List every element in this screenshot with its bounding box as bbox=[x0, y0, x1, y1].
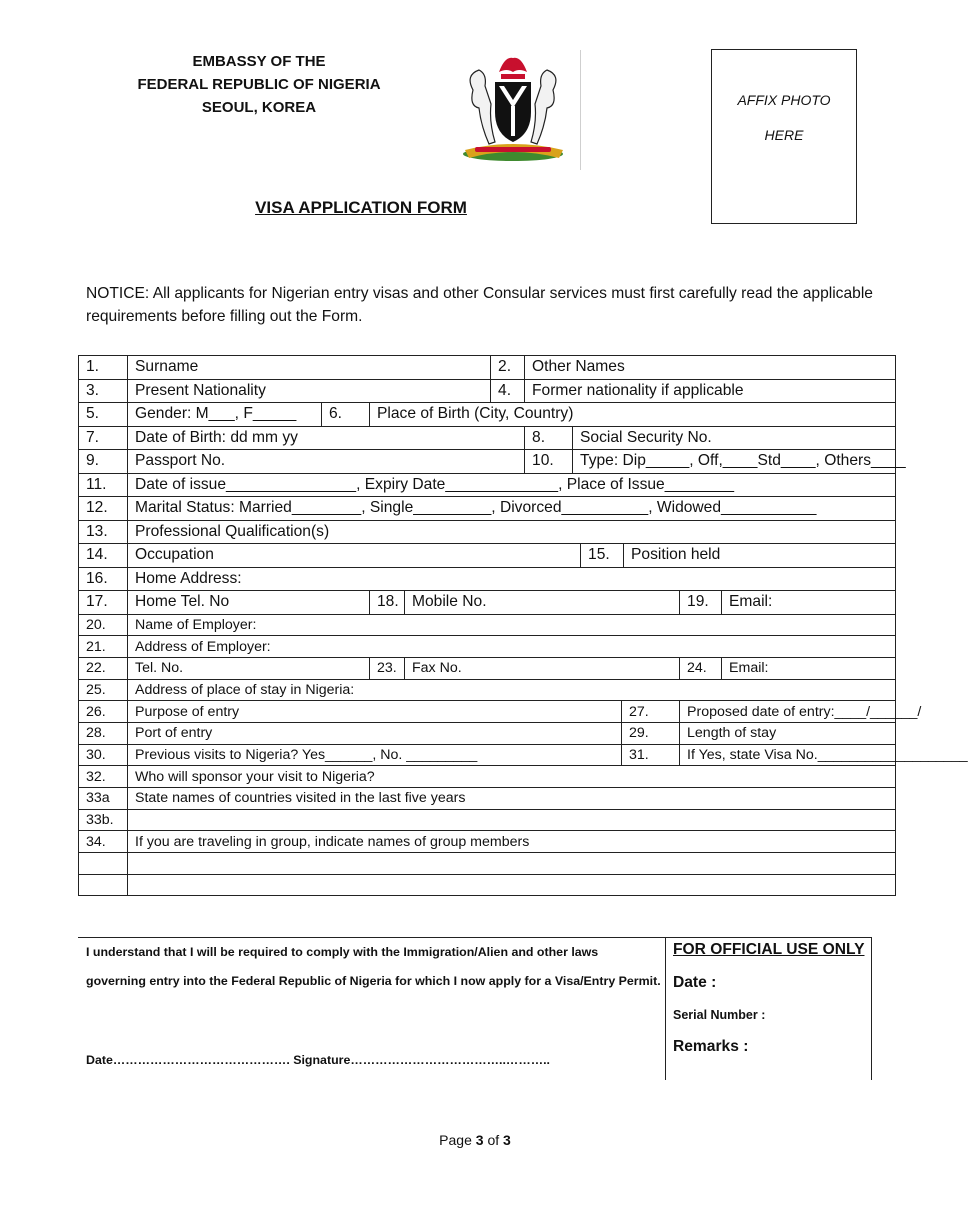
field-number: 20. bbox=[79, 614, 128, 636]
field-number: 26. bbox=[79, 701, 128, 723]
table-row bbox=[79, 567, 896, 591]
field-proposed-entry-date[interactable]: Proposed date of entry:____/______/ bbox=[680, 701, 896, 723]
field-group-members[interactable]: If you are traveling in group, indicate names of group members bbox=[128, 831, 896, 853]
field-home-tel[interactable]: Home Tel. No bbox=[128, 591, 370, 615]
field-number: 27. bbox=[622, 701, 680, 723]
table-row bbox=[79, 591, 896, 615]
field-length-of-stay[interactable]: Length of stay bbox=[680, 722, 896, 744]
field-number: 30. bbox=[79, 744, 128, 766]
field-employer-email[interactable]: Email: bbox=[722, 657, 896, 679]
field-issue-details[interactable]: Date of issue_______________, Expiry Date_____________, Place of Issue________ bbox=[128, 473, 896, 497]
field-number: 28. bbox=[79, 722, 128, 744]
footer-page-number: 3 bbox=[475, 1132, 484, 1148]
field-number: 23. bbox=[370, 657, 405, 679]
table-row bbox=[79, 874, 896, 896]
embassy-line-3: SEOUL, KOREA bbox=[201, 99, 317, 116]
date-signature-line[interactable]: Date……………………………………. Signature………………………………..……….. bbox=[86, 1053, 550, 1067]
table-row bbox=[79, 853, 896, 875]
field-number: 17. bbox=[79, 591, 128, 615]
table-row bbox=[79, 831, 896, 853]
field-number: 1. bbox=[79, 356, 128, 380]
table-row bbox=[79, 766, 896, 788]
field-number: 3. bbox=[79, 379, 128, 403]
table-row bbox=[79, 788, 896, 810]
field-number: 5. bbox=[79, 403, 128, 427]
field-employer-fax[interactable]: Fax No. bbox=[405, 657, 680, 679]
field-stay-address[interactable]: Address of place of stay in Nigeria: bbox=[128, 679, 896, 701]
field-email[interactable]: Email: bbox=[722, 591, 896, 615]
photo-box[interactable] bbox=[711, 49, 857, 224]
declaration-box bbox=[78, 937, 666, 1080]
field-number: 12. bbox=[79, 497, 128, 521]
photo-box-line-1: AFFIX PHOTO bbox=[737, 92, 831, 108]
field-number: 11. bbox=[79, 473, 128, 497]
table-row bbox=[79, 403, 896, 427]
field-group-members-line[interactable] bbox=[128, 853, 896, 875]
field-passport-no[interactable]: Passport No. bbox=[128, 450, 525, 474]
field-number: 19. bbox=[680, 591, 722, 615]
field-countries-visited[interactable]: State names of countries visited in the last five years bbox=[128, 788, 896, 810]
field-number: 33a bbox=[79, 788, 128, 810]
field-place-of-birth[interactable]: Place of Birth (City, Country) bbox=[370, 403, 896, 427]
table-row bbox=[79, 809, 896, 831]
field-number: 10. bbox=[525, 450, 573, 474]
footer-middle: of bbox=[483, 1132, 504, 1148]
official-serial-label: Serial Number : bbox=[673, 1008, 766, 1022]
field-number: 14. bbox=[79, 544, 128, 568]
table-row bbox=[79, 744, 896, 766]
field-number: 15. bbox=[581, 544, 624, 568]
official-date-label: Date : bbox=[673, 974, 717, 991]
field-position-held[interactable]: Position held bbox=[624, 544, 896, 568]
application-table bbox=[78, 355, 968, 896]
field-number: 16. bbox=[79, 567, 128, 591]
field-other-names[interactable]: Other Names bbox=[525, 356, 896, 380]
declaration-text: I understand that I will be required to comply with the Immigration/Alien and other laws governing entry into the Federal Republic of Nigeria for which I now apply for a Visa/Entry Permit. bbox=[86, 945, 661, 988]
field-number: 9. bbox=[79, 450, 128, 474]
field-date-of-birth[interactable]: Date of Birth: dd mm yy bbox=[128, 426, 525, 450]
table-row bbox=[79, 473, 896, 497]
field-marital-status[interactable]: Marital Status: Married________, Single_________, Divorced__________, Widowed___________ bbox=[128, 497, 896, 521]
table-row bbox=[79, 679, 896, 701]
field-number: 8. bbox=[525, 426, 573, 450]
field-number: 31. bbox=[622, 744, 680, 766]
field-number: 6. bbox=[322, 403, 370, 427]
notice-text: NOTICE: All applicants for Nigerian entry visas and other Consular services must first carefully read the applicable requirements before filling out the Form. bbox=[86, 285, 873, 325]
photo-box-line-2: HERE bbox=[764, 127, 804, 143]
field-number bbox=[79, 874, 128, 896]
table-row bbox=[79, 544, 896, 568]
form-title: VISA APPLICATION FORM bbox=[255, 198, 467, 217]
field-number: 22. bbox=[79, 657, 128, 679]
field-countries-visited-2[interactable] bbox=[128, 809, 896, 831]
official-use-box bbox=[665, 937, 872, 1080]
field-group-members-line[interactable] bbox=[128, 874, 896, 896]
table-row bbox=[79, 636, 896, 658]
field-number: 24. bbox=[680, 657, 722, 679]
field-sponsor[interactable]: Who will sponsor your visit to Nigeria? bbox=[128, 766, 896, 788]
field-number: 4. bbox=[491, 379, 525, 403]
field-professional-qualification[interactable]: Professional Qualification(s) bbox=[128, 520, 896, 544]
field-number: 34. bbox=[79, 831, 128, 853]
field-employer-name[interactable]: Name of Employer: bbox=[128, 614, 896, 636]
table-row bbox=[79, 356, 896, 380]
field-mobile-no[interactable]: Mobile No. bbox=[405, 591, 680, 615]
field-number: 7. bbox=[79, 426, 128, 450]
field-number: 32. bbox=[79, 766, 128, 788]
field-passport-type[interactable]: Type: Dip_____, Off,____Std____, Others____ bbox=[573, 450, 896, 474]
field-number: 25. bbox=[79, 679, 128, 701]
page-footer bbox=[0, 1132, 950, 1148]
table-row bbox=[79, 520, 896, 544]
coat-of-arms-icon bbox=[455, 50, 577, 170]
field-occupation[interactable]: Occupation bbox=[128, 544, 581, 568]
field-purpose-of-entry[interactable]: Purpose of entry bbox=[128, 701, 622, 723]
table-row bbox=[79, 657, 896, 679]
official-remarks-label: Remarks : bbox=[673, 1038, 749, 1055]
field-former-nationality[interactable]: Former nationality if applicable bbox=[525, 379, 896, 403]
table-row bbox=[79, 426, 896, 450]
table-row bbox=[79, 614, 896, 636]
table-row bbox=[79, 722, 896, 744]
embassy-line-1: EMBASSY OF THE bbox=[192, 53, 326, 70]
field-present-nationality[interactable]: Present Nationality bbox=[128, 379, 491, 403]
field-employer-tel[interactable]: Tel. No. bbox=[128, 657, 370, 679]
embassy-line-2: FEDERAL REPUBLIC OF NIGERIA bbox=[137, 76, 381, 93]
field-number: 21. bbox=[79, 636, 128, 658]
field-port-of-entry[interactable]: Port of entry bbox=[128, 722, 622, 744]
field-number bbox=[79, 853, 128, 875]
field-visa-no[interactable]: If Yes, state Visa No.___________________ bbox=[680, 744, 896, 766]
field-number: 29. bbox=[622, 722, 680, 744]
table-row bbox=[79, 379, 896, 403]
field-number: 2. bbox=[491, 356, 525, 380]
coat-of-arms bbox=[455, 50, 581, 170]
footer-prefix: Page bbox=[439, 1132, 476, 1148]
embassy-header bbox=[100, 50, 418, 119]
field-previous-visits[interactable]: Previous visits to Nigeria? Yes______, No. _________ bbox=[128, 744, 622, 766]
field-surname[interactable]: Surname bbox=[128, 356, 491, 380]
field-number: 18. bbox=[370, 591, 405, 615]
field-social-security[interactable]: Social Security No. bbox=[573, 426, 896, 450]
table-row bbox=[79, 450, 896, 474]
field-number: 13. bbox=[79, 520, 128, 544]
field-gender[interactable]: Gender: M___, F_____ bbox=[128, 403, 322, 427]
footer-page-total: 3 bbox=[503, 1132, 511, 1148]
official-use-title: FOR OFFICIAL USE ONLY bbox=[673, 941, 865, 958]
table-row bbox=[79, 701, 896, 723]
field-number: 33b. bbox=[79, 809, 128, 831]
field-home-address[interactable]: Home Address: bbox=[128, 567, 896, 591]
field-employer-address[interactable]: Address of Employer: bbox=[128, 636, 896, 658]
table-row bbox=[79, 497, 896, 521]
